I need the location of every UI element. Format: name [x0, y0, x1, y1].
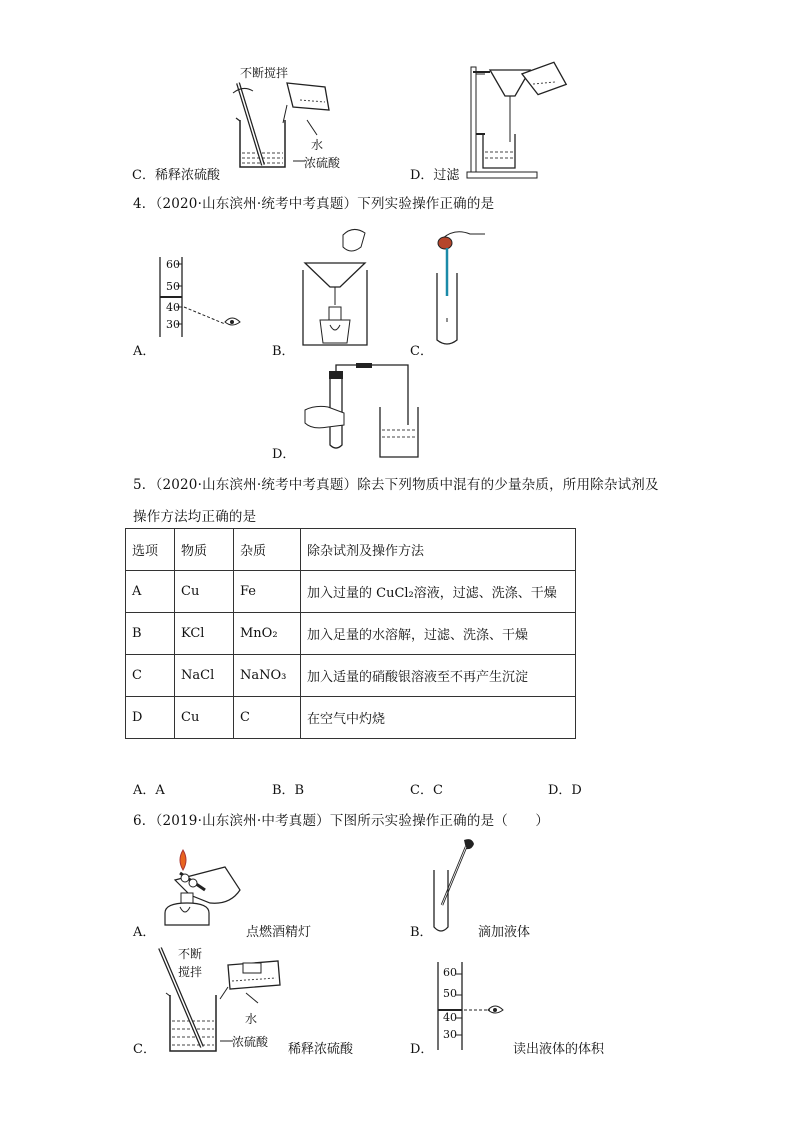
q3-option-d-label: D．过滤: [410, 168, 460, 183]
cyl-tick-60: 60: [166, 258, 180, 271]
table-cell: 加入足量的水溶解，过滤、洗涤、干燥: [301, 613, 576, 655]
q6-option-b-label: B．: [410, 925, 433, 940]
table-cell: C: [126, 655, 175, 697]
table-cell: Cu: [175, 571, 234, 613]
dropper-test-tube-illustration: [425, 228, 495, 348]
q6-option-a-label: A．: [133, 925, 156, 940]
filtration-illustration: [455, 62, 565, 182]
table-cell: B: [126, 613, 175, 655]
table-cell: D: [126, 697, 175, 739]
q5-table: [125, 528, 576, 739]
read-volume-illustration: [428, 960, 518, 1055]
table-cell: 在空气中灼烧: [301, 697, 576, 739]
stir-label: 不断搅拌: [240, 66, 289, 80]
cyl2-tick-50: 50: [443, 987, 457, 1000]
stir-label-1: 不断: [178, 947, 203, 961]
table-row: [126, 655, 576, 697]
cyl-tick-50: 50: [166, 280, 180, 293]
q5-answer-b: B．B: [272, 783, 305, 798]
stir-label-2: 搅拌: [178, 965, 203, 979]
q6-option-c-label: C．: [133, 1042, 156, 1057]
q4-stem: 4．（2020·山东滨州·统考中考真题）下列实验操作正确的是: [133, 196, 495, 212]
table-row: [126, 697, 576, 739]
q5-stem-line2: 操作方法均正确的是: [133, 509, 257, 525]
cyl-tick-30: 30: [166, 318, 180, 331]
header-cell: 除杂试剂及操作方法: [301, 529, 576, 571]
q5-answer-c: C．C: [410, 783, 443, 798]
acid-label-2: 浓硫酸: [232, 1035, 269, 1049]
table-cell: C: [234, 697, 301, 739]
header-cell: 物质: [175, 529, 234, 571]
alcohol-lamp-illustration: [155, 845, 250, 935]
water-label-2: 水: [245, 1012, 258, 1026]
q6-option-d-caption: 读出液体的体积: [513, 1042, 605, 1057]
q6-option-b-caption: 滴加液体: [478, 925, 531, 940]
q5-answer-d: D．D: [548, 783, 582, 798]
table-header-row: [126, 529, 576, 571]
q3-option-c-label: C．稀释浓硫酸: [132, 168, 220, 183]
table-cell: NaNO₃: [234, 655, 301, 697]
q6-option-c-caption: 稀释浓硫酸: [288, 1042, 354, 1057]
table-cell: MnO₂: [234, 613, 301, 655]
cyl2-tick-30: 30: [443, 1028, 457, 1041]
table-cell: A: [126, 571, 175, 613]
table-cell: NaCl: [175, 655, 234, 697]
table-row: [126, 613, 576, 655]
cyl2-tick-60: 60: [443, 966, 457, 979]
q5-answer-a: A．A: [133, 783, 165, 798]
table-cell: Cu: [175, 697, 234, 739]
cyl-tick-40: 40: [166, 301, 180, 314]
q4-option-d-label: D．: [272, 447, 296, 462]
q6-stem: 6．（2019·山东滨州·中考真题）下图所示实验操作正确的是（ ）: [133, 813, 550, 829]
q4-option-a-label: A．: [133, 344, 156, 359]
water-label: 水: [311, 138, 324, 152]
airtightness-check-illustration: [300, 365, 430, 460]
q4-option-b-label: B．: [272, 344, 295, 359]
table-cell: KCl: [175, 613, 234, 655]
q6-option-a-caption: 点燃酒精灯: [246, 925, 312, 940]
q6-option-d-label: D．: [410, 1042, 434, 1057]
table-cell: 加入适量的硝酸银溶液至不再产生沉淀: [301, 655, 576, 697]
q4-option-c-label: C．: [410, 344, 433, 359]
q5-stem-line1: 5．（2020·山东滨州·统考中考真题）除去下列物质中混有的少量杂质，所用除杂试剂及: [133, 477, 659, 493]
acid-label: 浓硫酸: [304, 156, 341, 170]
header-cell: 选项: [126, 529, 175, 571]
funnel-flask-illustration: [295, 225, 375, 355]
dropper-illustration: [428, 835, 488, 935]
table-row: [126, 571, 576, 613]
table-cell: Fe: [234, 571, 301, 613]
header-cell: 杂质: [234, 529, 301, 571]
table-cell: 加入过量的 CuCl₂溶液，过滤、洗涤、干燥: [301, 571, 576, 613]
cyl2-tick-40: 40: [443, 1011, 457, 1024]
